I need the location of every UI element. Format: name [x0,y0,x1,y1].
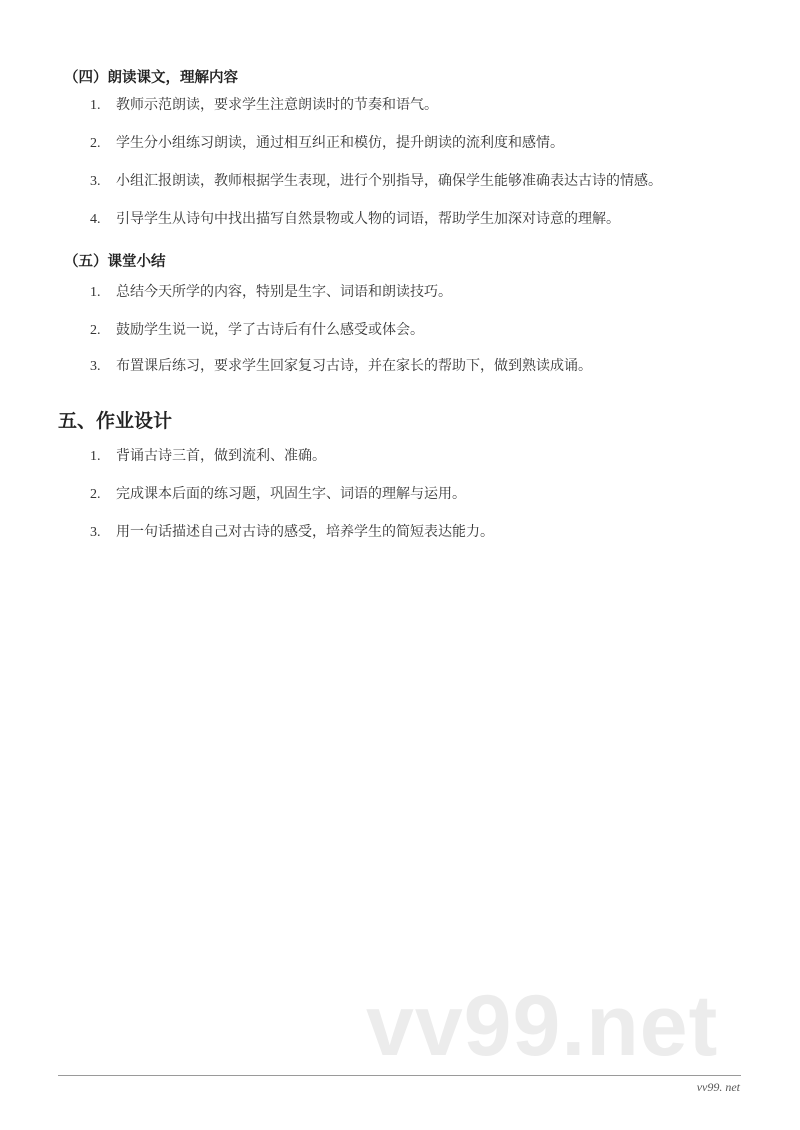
list-item-text: 教师示范朗读，要求学生注意朗读时的节奏和语气。 [116,97,438,113]
list-item [90,95,438,116]
list-item-text: 完成课本后面的练习题，巩固生字、词语的理解与运用。 [116,486,466,502]
list-item-text: 鼓励学生说一说，学了古诗后有什么感受或体会。 [116,322,424,338]
list-item-number: 1. [90,98,101,113]
list-item [90,522,494,543]
list-item-number: 1. [90,449,101,464]
list-item [90,320,424,341]
list-item-text: 小组汇报朗读，教师根据学生表现，进行个别指导，确保学生能够准确表达古诗的情感。 [116,173,662,189]
list-item [90,446,326,467]
list-item-number: 2. [90,136,101,151]
list-item-text: 引导学生从诗句中找出描写自然景物或人物的词语，帮助学生加深对诗意的理解。 [116,211,620,227]
list-item-number: 2. [90,487,101,502]
list-item-number: 3. [90,525,101,540]
list-item-text: 背诵古诗三首，做到流利、准确。 [116,448,326,464]
list-item-number: 3. [90,359,101,374]
subsection-heading-5: （五）课堂小结 [64,254,166,270]
list-item [90,282,452,303]
list-item-number: 4. [90,212,101,227]
list-item-number: 2. [90,323,101,338]
list-item [90,171,662,192]
list-item-text: 学生分小组练习朗读，通过相互纠正和模仿，提升朗读的流利度和感情。 [116,135,564,151]
section-title-homework: 五、作业设计 [58,410,173,432]
list-item [90,133,564,154]
list-item-text: 用一句话描述自己对古诗的感受，培养学生的简短表达能力。 [116,524,494,540]
watermark: vv99.net [366,978,719,1074]
list-item [90,484,466,505]
list-item-text: 布置课后练习，要求学生回家复习古诗，并在家长的帮助下，做到熟读成诵。 [116,358,592,374]
footer-site-label: vv99. net [696,1080,740,1094]
list-item-number: 1. [90,285,101,300]
list-item [90,356,592,377]
subsection-heading-4: （四）朗读课文，理解内容 [64,70,238,86]
footer-divider [58,1075,741,1076]
list-item-number: 3. [90,174,101,189]
list-item-text: 总结今天所学的内容，特别是生字、词语和朗读技巧。 [116,284,452,300]
list-item [90,209,620,230]
